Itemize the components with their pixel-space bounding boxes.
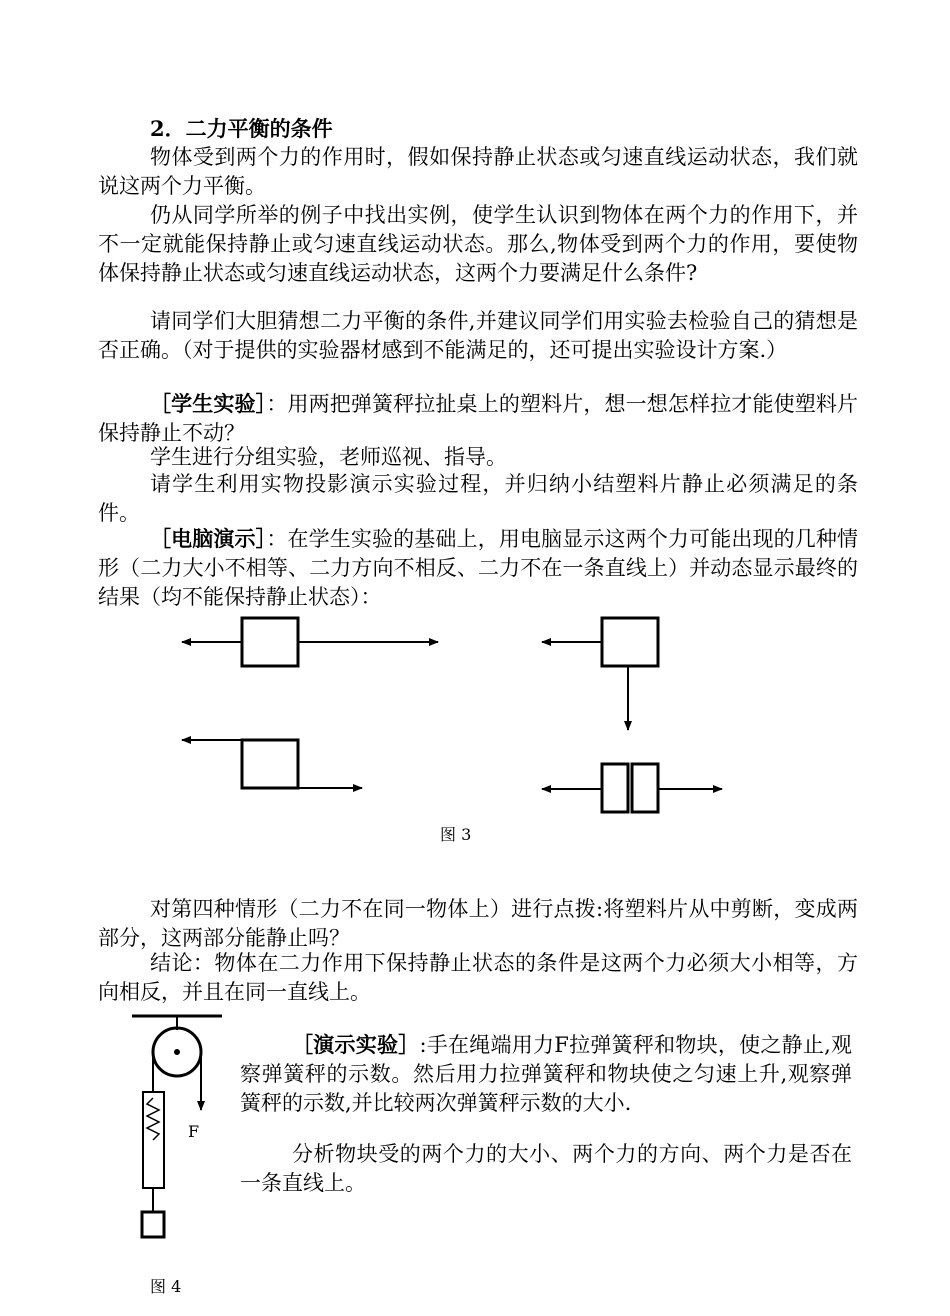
paragraph-demo-experiment — [240, 1030, 852, 1118]
paragraph-group-work: 学生进行分组实验，老师巡视、指导。 — [150, 445, 507, 469]
fig4-pulley-apparatus — [132, 1016, 222, 1237]
section-heading: 2．二力平衡的条件 — [150, 116, 333, 141]
fig3-case-offset — [182, 740, 362, 788]
force-f-label: F — [188, 1122, 200, 1141]
student-experiment-label: ［学生实验］ — [150, 391, 267, 416]
paragraph-hypothesis: 请同学们大胆猜想二力平衡的条件,并建议同学们用实验去检验自己的猜想是否正确。（对于提供的实验器材感到不能满足的，还可提出实验设计方案.） — [98, 309, 858, 362]
demo-experiment-label: ［演示实验］ — [292, 1032, 420, 1057]
paragraph-force-analysis: 分析物块受的两个力的大小、两个力的方向、两个力是否在一条直线上。 — [240, 1142, 852, 1195]
fig3-case-perpendicular — [542, 618, 658, 730]
paragraph-fourth-case: 对第四种情形（二力不在同一物体上）进行点拨:将塑料片从中剪断，变成两部分，这两部分能静止吗？ — [98, 897, 858, 950]
student-experiment-text: ：用两把弹簧秤拉扯桌上的塑料片，想一想怎样拉才能使塑料片保持静止不动？ — [98, 392, 859, 445]
fig3-case-unequal — [182, 618, 438, 666]
computer-demo-text: ：在学生实验的基础上，用电脑显示这两个力可能出现的几种情形（二力大小不相等、二力方向不相反、二力不在一条直线上）并动态显示最终的结果（均不能保持静止状态）： — [98, 527, 859, 609]
figure3-caption: 图 3 — [440, 825, 472, 844]
paragraph-examples: 仍从同学所举的例子中找出实例，使学生认识到物体在两个力的作用下，并不一定就能保持静止或匀速直线运动状态。那么,物体受到两个力的作用，要使物体保持静止状态或匀速直线运动状态，这两个力要满足什么条件? — [98, 203, 858, 285]
demo-experiment-text: :手在绳端用力F拉弹簧秤和物块，使之静止,观察弹簧秤的示数。然后用力拉弹簧秤和物块使之匀速上升,观察弹簧秤的示数,并比较两次弹簧秤示数的大小. — [240, 1033, 852, 1115]
paragraph-definition: 物体受到两个力的作用时，假如保持静止状态或匀速直线运动状态，我们就说这两个力平衡。 — [98, 145, 858, 198]
fig3-case-split — [542, 764, 722, 812]
paragraph-conclusion: 结论：物体在二力作用下保持静止状态的条件是这两个力必须大小相等，方向相反，并且在同一直线上。 — [98, 951, 858, 1004]
paragraph-student-experiment — [98, 389, 858, 448]
paragraph-projection: 请学生利用实物投影演示实验过程，并归纳小结塑料片静止必须满足的条件。 — [98, 472, 858, 525]
figure4-caption: 图 4 — [150, 1277, 182, 1296]
paragraph-computer-demo — [98, 524, 858, 612]
computer-demo-label: ［电脑演示］ — [150, 526, 267, 551]
